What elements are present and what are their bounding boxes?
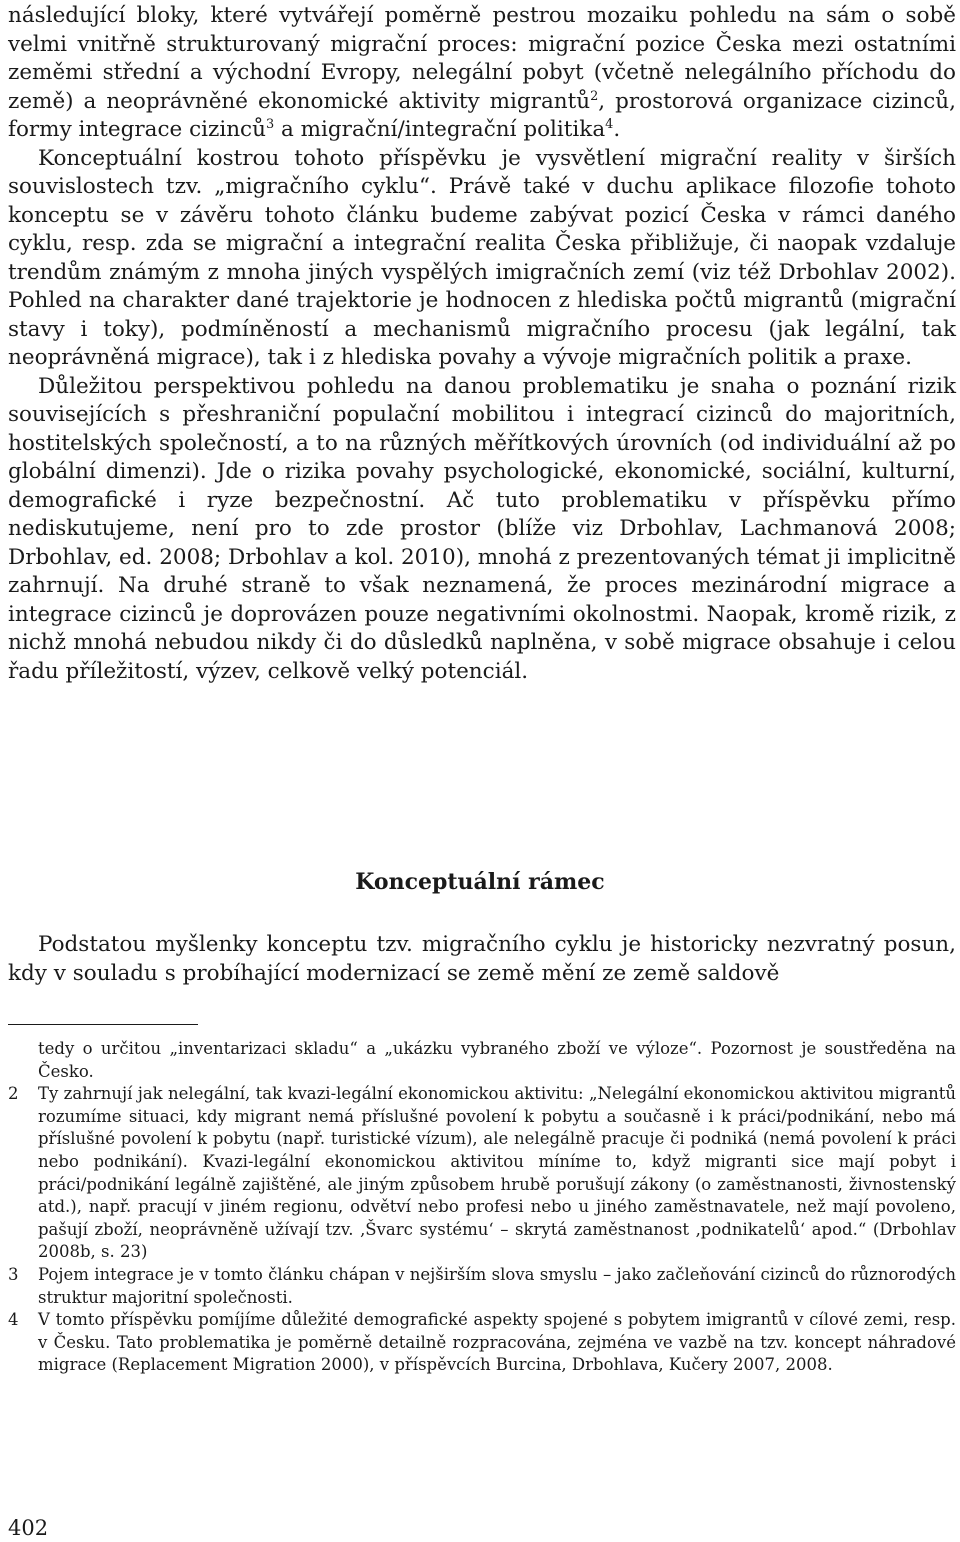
paragraph-1: následující bloky, které vytvářejí poměrně pestrou mozaiku pohledu na sám o sobě velmi vnitřně strukturovaný migrační proces: migrační pozice Česka mezi ostatními zeměmi střední a východní Evropy, nelegální pobyt (včetně nelegálního příchodu do země) a neoprávněné ekonomické aktivity migrantů$^2$, prostorová organizace cizinců, formy integrace cizinců$^3$ a migrační/integrační politika$^4$. <box>8 3 956 142</box>
main-text <box>8 2 956 686</box>
footnote-continued: tedy o určitou „inventarizaci skladu“ a „ukázku vybraného zboží ve výloze“. Pozornost je soustředěna na Česko. <box>38 1039 956 1081</box>
paragraph-3: Důležitou perspektivou pohledu na danou problematiku je snaha o poznání rizik souvisejících s přeshraniční populační mobilitou i integrací cizinců do majoritních, hostitelských společností, a to na různých měřítkových úrovních (od individuální až po globální dimenzi). Jde o rizika povahy psychologické, ekonomické, sociální, kulturní, demografické i ryze bezpečnostní. Ač tuto problematiku v příspěvku přímo nediskutujeme, není pro to zde prostor (blíže viz Drbohlav, Lachmanová 2008; Drbohlav, ed. 2008; Drbohlav a kol. 2010), mnohá z prezentovaných témat ji implicitně zahrnují. Na druhé straně to však neznamená, že proces mezinárodní migrace a integrace cizinců je doprovázen pouze negativními okolnostmi. Naopak, kromě rizik, z nichž mnohá nebudou nikdy či do důsledků naplněna, v sobě migrace obsahuje i celou řadu příležitostí, výzev, celkově velký potenciál. <box>8 373 956 684</box>
footnote-text: Pojem integrace je v tomto článku chápan v nejširším slova smyslu – jako začleňování cizinců do různorodých struktur majoritní společnosti. <box>38 1264 956 1307</box>
footnotes <box>8 1038 956 1377</box>
section-text <box>8 931 956 988</box>
footnote-4 <box>8 1309 956 1377</box>
section-paragraph-1: Podstatou myšlenky konceptu tzv. migračního cyklu je historicky nezvratný posun, kdy v souladu s probíhající modernizací se země mění ze země saldově <box>8 932 956 986</box>
footnote-number: 2 <box>8 1084 19 1104</box>
footnote-ref-4[interactable]: 4 <box>605 116 614 132</box>
footnote-text: V tomto příspěvku pomíjíme důležité demografické aspekty spojené s pobytem imigrantů v cílové zemi, resp. v Česku. Tato problematika je poměrně detailně rozpracována, zejména ve vazbě na tzv. koncept náhradové migrace (Replacement Migration 2000), v příspěvcích Burcina, Drbohlava, Kučery 2007, 2008. <box>38 1310 956 1375</box>
footnote-separator <box>8 1024 198 1025</box>
section-heading: Konceptuální rámec <box>355 869 605 895</box>
footnote-number: 3 <box>8 1264 19 1284</box>
footnote-2 <box>8 1083 956 1264</box>
footnote-ref-2[interactable]: 2 <box>590 88 599 104</box>
footnote-text: Ty zahrnují jak nelegální, tak kvazi-legální ekonomickou aktivitu: „Nelegální ekonomickou aktivitou migrantů rozumíme situaci, kdy migrant nemá příslušné povolení k pobytu a současně i k práci/podnikání, nebo má příslušné povolení k pobytu (např. turistické vízum), ale nelegálně pracuje či podniká (nemá povolení k práci nebo podnikání). Kvazi-legální ekonomickou aktivitou míníme to, když migranti sice mají pobyt i práci/podnikání legálně zajištěné, ale jiným způsobem hrubě porušují zákony (o zaměstnanosti, živnostenský atd.), např. pracují v jiném regionu, odvětví nebo profesi nebo u jiného zaměstnavatele, než mají povoleno, pašují zboží, neoprávněně užívají tzv. ‚Švarc systému‘ – skrytá zaměstnanost ‚podnikatelů‘ apod.“ (Drbohlav 2008b, s. 23) <box>38 1084 956 1262</box>
page-number: 402 <box>8 1516 49 1540</box>
footnote-3 <box>8 1264 956 1309</box>
paragraph-2: Konceptuální kostrou tohoto příspěvku je vysvětlení migrační reality v širších souvislostech tzv. „migračního cyklu“. Právě také v duchu aplikace filozofie tohoto konceptu se v závěru tohoto článku budeme zabývat pozicí Česka v rámci daného cyklu, resp. zda se migrační a integrační realita Česka přibližuje, či naopak vzdaluje trendům známým z mnoha jiných vyspělých imigračních zemí (viz též Drbohlav 2002). Pohled na charakter dané trajektorie je hodnocen z hlediska počtů migrantů (migrační stavy i toky), podmíněností a mechanismů migračního procesu (jak legální, tak neoprávněná migrace), tak i z hlediska povahy a vývoje migračních politik a praxe. <box>8 145 956 370</box>
footnote-number: 4 <box>8 1310 19 1330</box>
footnote-ref-3[interactable]: 3 <box>265 116 275 132</box>
